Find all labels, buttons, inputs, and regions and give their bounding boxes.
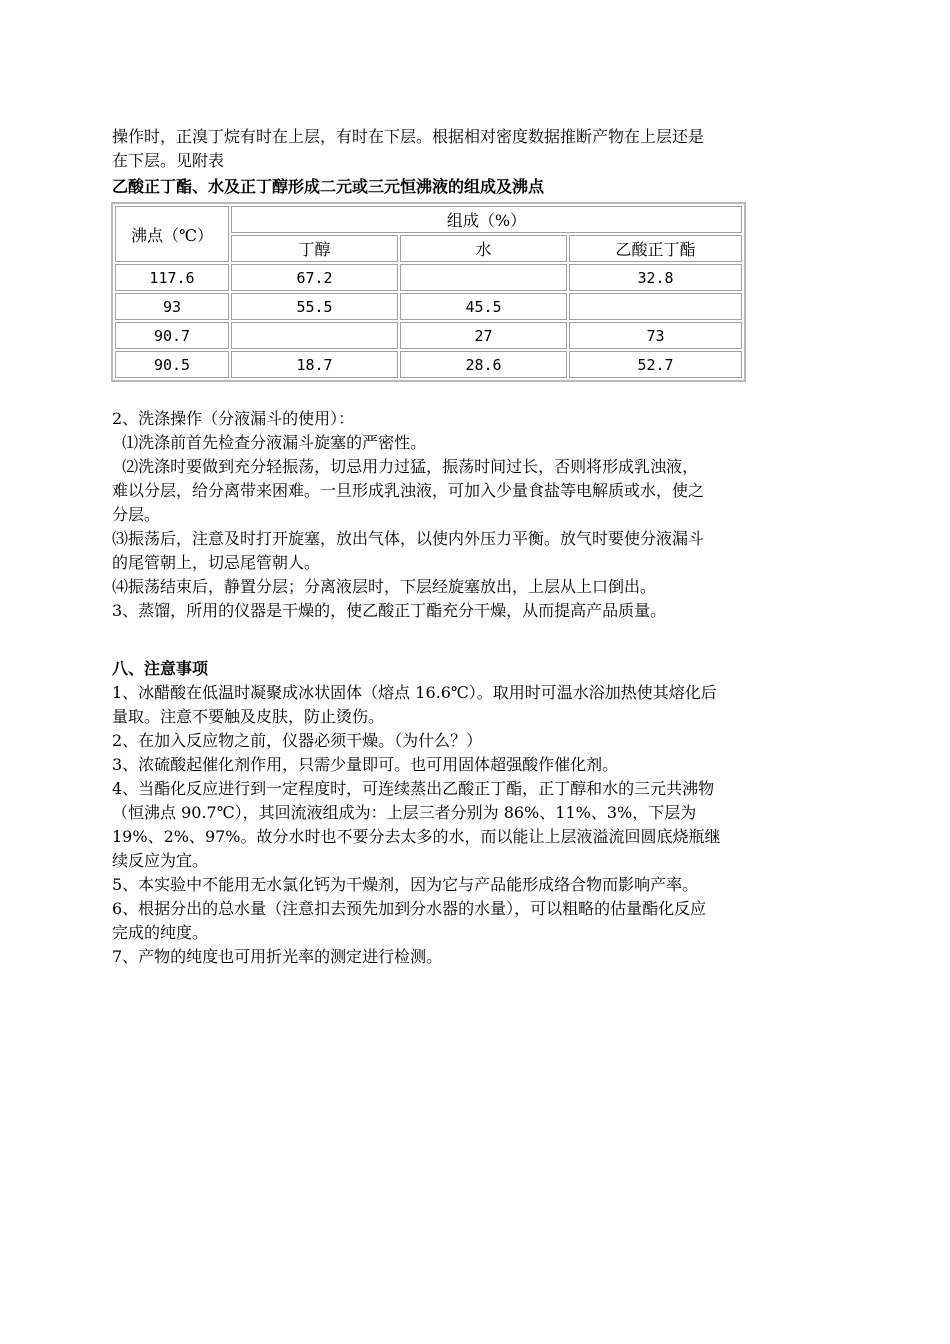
intro-line: 操作时，正溴丁烷有时在上层，有时在下层。根据相对密度数据推断产物在上层还是	[112, 127, 705, 146]
boiling-point-header: 沸点（℃）	[115, 206, 229, 262]
note-line: 续反应为宜。	[112, 851, 209, 870]
table-title: 乙酸正丁酯、水及正丁醇形成二元或三元恒沸液的组成及沸点	[112, 177, 545, 196]
azeotrope-table	[111, 202, 746, 382]
column-header-water: 水	[400, 235, 567, 262]
table-row	[115, 322, 742, 349]
composition-header: 组成（%）	[231, 206, 742, 233]
note-line: 19%、2%、97%。故分水时也不要分去太多的水，而以能让上层液溢流回圆底烧瓶继	[112, 827, 721, 846]
note-line: 7、产物的纯度也可用折光率的测定进行检测。	[112, 947, 443, 966]
cell-water: 27	[400, 322, 567, 349]
cell-butanol: 67.2	[231, 264, 398, 291]
note-line: 3、浓硫酸起催化剂作用，只需少量即可。也可用固体超强酸作催化剂。	[112, 755, 619, 774]
paragraph-line: 3、蒸馏，所用的仪器是干燥的，使乙酸正丁酯充分干燥，从而提高产品质量。	[112, 601, 667, 620]
note-line: 5、本实验中不能用无水氯化钙为干燥剂，因为它与产品能形成络合物而影响产率。	[112, 875, 699, 894]
cell-water: 45.5	[400, 293, 567, 320]
notes-heading: 八、注意事项	[112, 659, 209, 678]
intro-paragraph	[112, 125, 842, 173]
column-header-butanol: 丁醇	[231, 235, 398, 262]
note-line: 量取。注意不要触及皮肤，防止烫伤。	[112, 707, 385, 726]
cell-water	[400, 264, 567, 291]
washing-section	[112, 407, 842, 623]
note-line: 2、在加入反应物之前，仪器必须干燥。（为什么？）	[112, 731, 483, 750]
cell-boiling-point: 117.6	[115, 264, 229, 291]
note-line: 完成的纯度。	[112, 923, 209, 942]
paragraph-line: 的尾管朝上，切忌尾管朝人。	[112, 553, 321, 572]
note-line: 4、当酯化反应进行到一定程度时，可连续蒸出乙酸正丁酯，正丁醇和水的三元共沸物	[112, 779, 715, 798]
cell-butanol: 18.7	[231, 351, 398, 378]
table-row	[115, 351, 742, 378]
paragraph-line: ⑴洗涤前首先检查分液漏斗旋塞的严密性。	[112, 433, 427, 452]
paragraph-line: ⑵洗涤时要做到充分轻振荡，切忌用力过猛，振荡时间过长，否则将形成乳浊液，	[112, 457, 699, 476]
note-line: （恒沸点 90.7℃），其回流液组成为：上层三者分别为 86%、11%、3%，下层为	[112, 803, 697, 822]
cell-water: 28.6	[400, 351, 567, 378]
paragraph-line: 分层。	[112, 505, 161, 524]
table-row	[115, 264, 742, 291]
cell-boiling-point: 93	[115, 293, 229, 320]
paragraph-line: ⑶振荡后，注意及时打开旋塞，放出气体，以使内外压力平衡。放气时要使分液漏斗	[112, 529, 705, 548]
table-header-row	[115, 206, 742, 233]
cell-ester: 73	[569, 322, 742, 349]
paragraph-line: 难以分层，给分离带来困难。一旦形成乳浊液，可加入少量食盐等电解质或水，使之	[112, 481, 705, 500]
cell-ester	[569, 293, 742, 320]
note-line: 1、冰醋酸在低温时凝聚成冰状固体（熔点 16.6℃）。取用时可温水浴加热使其熔化后	[112, 683, 717, 702]
note-line: 6、根据分出的总水量（注意扣去预先加到分水器的水量），可以粗略的估量酯化反应	[112, 899, 707, 918]
column-header-ester: 乙酸正丁酯	[569, 235, 742, 262]
notes-section	[112, 681, 842, 969]
paragraph-line: ⑷振荡结束后，静置分层；分离液层时，下层经旋塞放出，上层从上口倒出。	[112, 577, 657, 596]
intro-line: 在下层。见附表	[112, 151, 225, 170]
table-row	[115, 293, 742, 320]
cell-ester: 32.8	[569, 264, 742, 291]
cell-boiling-point: 90.5	[115, 351, 229, 378]
section-heading: 2、洗涤操作（分液漏斗的使用）：	[112, 409, 355, 428]
cell-boiling-point: 90.7	[115, 322, 229, 349]
cell-ester: 52.7	[569, 351, 742, 378]
cell-butanol	[231, 322, 398, 349]
cell-butanol: 55.5	[231, 293, 398, 320]
